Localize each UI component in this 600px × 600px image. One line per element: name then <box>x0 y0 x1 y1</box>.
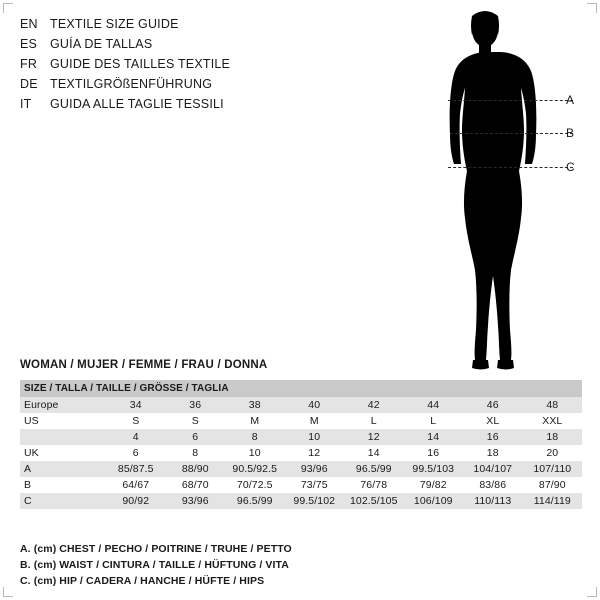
cell: M <box>225 413 285 429</box>
language-code-en: EN <box>20 17 38 31</box>
cell: 8 <box>225 429 285 445</box>
cell: 8 <box>166 445 226 461</box>
cell: 4 <box>106 429 166 445</box>
table-row <box>20 493 582 509</box>
cell: 99.5/103 <box>404 461 464 477</box>
cell: 6 <box>106 445 166 461</box>
cell: XXL <box>523 413 583 429</box>
cell: XL <box>463 413 523 429</box>
note-c: C. (cm) HIP / CADERA / HANCHE / HÜFTE / HIPS <box>20 575 265 587</box>
cell: 64/67 <box>106 477 166 493</box>
cell: 10 <box>225 445 285 461</box>
cell: 90/92 <box>106 493 166 509</box>
row-label-b: B <box>20 477 106 493</box>
table-row <box>20 461 582 477</box>
cell: 18 <box>523 429 583 445</box>
cell: 96.5/99 <box>225 493 285 509</box>
measure-line-b <box>450 133 573 134</box>
cell: 16 <box>404 445 464 461</box>
cell: 38 <box>225 397 285 413</box>
cell: 87/90 <box>523 477 583 493</box>
note-b: B. (cm) WAIST / CINTURA / TAILLE / HÜFTUNG / VITA <box>20 559 289 571</box>
language-row-fr <box>20 54 350 74</box>
cell: 93/96 <box>166 493 226 509</box>
cell: L <box>344 413 404 429</box>
corner-mark-bottom-right <box>587 587 597 597</box>
cell: 6 <box>166 429 226 445</box>
cell: 88/90 <box>166 461 226 477</box>
table-row <box>20 397 582 413</box>
cell: 20 <box>523 445 583 461</box>
cell: 73/75 <box>285 477 345 493</box>
cell: 14 <box>344 445 404 461</box>
cell: 46 <box>463 397 523 413</box>
table-header-label: SIZE / TALLA / TAILLE / GRÖSSE / TAGLIA <box>20 380 582 397</box>
cell: 48 <box>523 397 583 413</box>
cell: 42 <box>344 397 404 413</box>
language-row-it <box>20 94 350 114</box>
cell: 40 <box>285 397 345 413</box>
cell: S <box>166 413 226 429</box>
cell: 12 <box>344 429 404 445</box>
section-title: WOMAN / MUJER / FEMME / FRAU / DONNA <box>20 359 268 371</box>
size-table-wrap <box>20 380 582 509</box>
corner-mark-bottom-left <box>3 587 13 597</box>
corner-mark-top-left <box>3 3 13 13</box>
cell: 114/119 <box>523 493 583 509</box>
size-table <box>20 380 582 509</box>
language-title-list <box>20 14 350 114</box>
language-row-de <box>20 74 350 94</box>
language-text-en: TEXTILE SIZE GUIDE <box>50 17 179 31</box>
cell: 12 <box>285 445 345 461</box>
language-text-es: GUÍA DE TALLAS <box>50 37 153 51</box>
language-text-de: TEXTILGRÖßENFÜHRUNG <box>50 77 213 91</box>
cell: 93/96 <box>285 461 345 477</box>
cell: 68/70 <box>166 477 226 493</box>
cell: 107/110 <box>523 461 583 477</box>
table-row <box>20 445 582 461</box>
table-row <box>20 477 582 493</box>
cell: 44 <box>404 397 464 413</box>
cell: 18 <box>463 445 523 461</box>
cell: 90.5/92.5 <box>225 461 285 477</box>
table-row <box>20 413 582 429</box>
cell: 34 <box>106 397 166 413</box>
language-code-fr: FR <box>20 57 38 71</box>
language-code-de: DE <box>20 77 38 91</box>
female-silhouette-icon <box>420 8 595 373</box>
cell: 85/87.5 <box>106 461 166 477</box>
row-label-uk: UK <box>20 445 106 461</box>
cell: 104/107 <box>463 461 523 477</box>
cell: 76/78 <box>344 477 404 493</box>
language-row-es <box>20 34 350 54</box>
language-text-it: GUIDA ALLE TAGLIE TESSILI <box>50 97 224 111</box>
cell: 99.5/102 <box>285 493 345 509</box>
cell: S <box>106 413 166 429</box>
language-code-es: ES <box>20 37 38 51</box>
row-label-europe: Europe <box>20 397 106 413</box>
cell: 16 <box>463 429 523 445</box>
cell: L <box>404 413 464 429</box>
measurement-notes <box>20 541 460 589</box>
cell: 79/82 <box>404 477 464 493</box>
measure-line-a <box>448 100 573 101</box>
cell: 14 <box>404 429 464 445</box>
measure-line-c <box>448 167 573 168</box>
cell: 102.5/105 <box>344 493 404 509</box>
cell: 10 <box>285 429 345 445</box>
row-label-us: US <box>20 413 106 429</box>
measure-label-a: A <box>566 93 575 107</box>
note-a: A. (cm) CHEST / PECHO / POITRINE / TRUHE / PETTO <box>20 543 292 555</box>
measure-label-c: C <box>566 160 575 174</box>
row-label-a: A <box>20 461 106 477</box>
cell: 110/113 <box>463 493 523 509</box>
cell: 96.5/99 <box>344 461 404 477</box>
table-row <box>20 429 582 445</box>
language-row-en <box>20 14 350 34</box>
cell: 106/109 <box>404 493 464 509</box>
language-code-it: IT <box>20 97 32 111</box>
language-text-fr: GUIDE DES TAILLES TEXTILE <box>50 57 231 71</box>
row-label-c: C <box>20 493 106 509</box>
cell: 36 <box>166 397 226 413</box>
body-figure <box>420 8 595 373</box>
measure-label-b: B <box>566 126 575 140</box>
table-header-row <box>20 380 582 397</box>
cell: 70/72.5 <box>225 477 285 493</box>
row-label-us-numeric <box>20 429 106 445</box>
cell: 83/86 <box>463 477 523 493</box>
cell: M <box>285 413 345 429</box>
